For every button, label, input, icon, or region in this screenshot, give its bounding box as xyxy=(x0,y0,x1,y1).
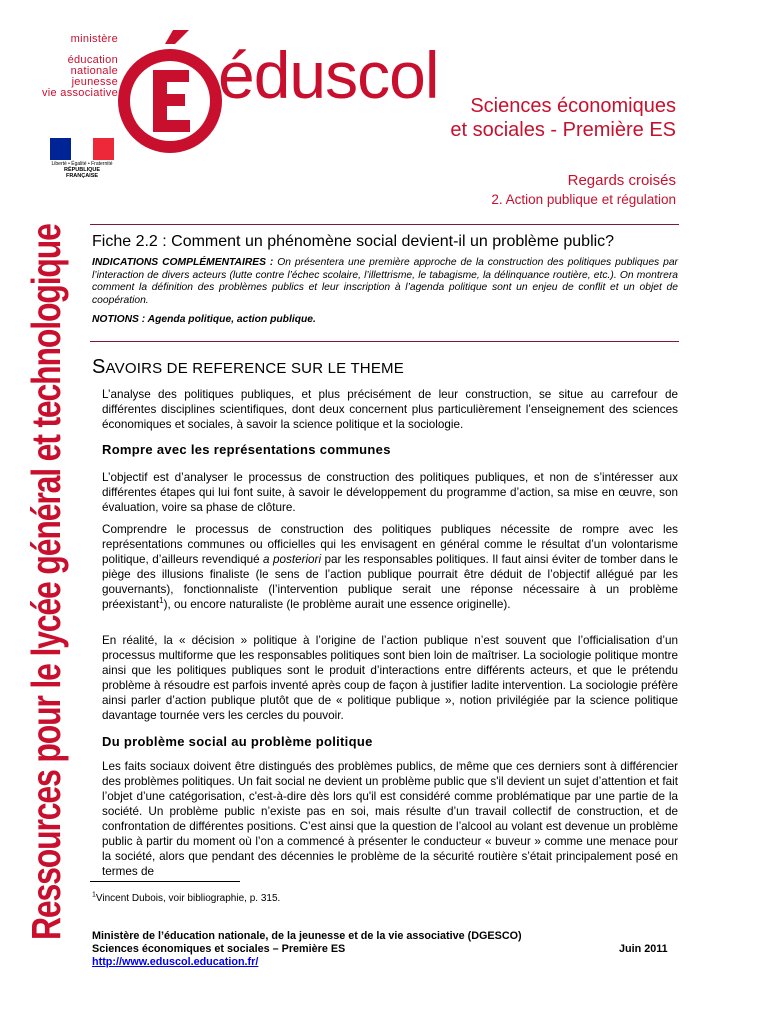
ministry-line: nationale xyxy=(70,65,118,77)
vertical-banner-text: Ressources pour le lycée général et technologique xyxy=(23,224,69,940)
paragraph-text: ), ou encore naturaliste (le problème aurait une essence originelle). xyxy=(163,598,511,611)
flag-motto: Liberté • Égalité • Fraternité xyxy=(51,161,113,167)
footer-ministry: Ministère de l’éducation nationale, de la jeunesse et de la vie associative (DGESCO) xyxy=(92,930,522,942)
ministry-line: éducation xyxy=(67,54,118,66)
footer-date: Juin 2011 xyxy=(619,943,668,955)
paragraph: L’objectif est d’analyser le processus de construction des politiques publiques, et non de s’intéresser aux différentes étapes qui lui font suite, à savoir le développement du programme d’action, sa mise en œuvre, son évaluation, voire sa phase de clôture. xyxy=(102,471,678,514)
paragraph-text: par les responsables politiques. Il faut ainsi éviter de tomber dans le piège des illusions finaliste (le sens de l’action publique pourrait être déduit de l’objectif allégué par les gouvernants), fonctionnaliste (l’intervention publique serait une réponse nécessaire à un problème préexistant xyxy=(102,553,679,611)
theme-subline: 2. Action publique et régulation xyxy=(491,192,676,207)
section-rest: AVOIRS DE REFERENCE SUR LE THEME xyxy=(105,360,404,377)
theme-line: Regards croisés xyxy=(567,172,676,189)
subject-line: et sociales - Première ES xyxy=(450,119,676,141)
eduscol-e-logo-icon xyxy=(115,28,225,163)
footer-subject: Sciences économiques et sociales – Première ES xyxy=(92,943,346,955)
footer-link[interactable]: http://www.eduscol.education.fr/ xyxy=(92,956,259,968)
paragraph: L’analyse des politiques publiques, et plus précisément de leur construction, se situe au carrefour de différentes disciplines scientifiques, dont deux concernent plus particulièrement l’enseignement des sciences économiques et sociales, à savoir la science politique et la sociologie. xyxy=(102,388,678,431)
fiche-title: Fiche 2.2 : Comment un phénomène social devient-il un problème public? xyxy=(92,233,615,250)
paragraph-italic: a posteriori xyxy=(263,553,322,566)
subheading: Du problème social au problème politique xyxy=(102,734,373,749)
footnote-text: Vincent Dubois, voir bibliographie, p. 315. xyxy=(95,893,281,904)
ministry-name xyxy=(20,34,118,99)
section-initial: S xyxy=(92,356,106,378)
vertical-banner xyxy=(20,220,72,940)
subheading: Rompre avec les représentations communes xyxy=(102,442,391,457)
indications xyxy=(92,257,678,307)
footnote-divider xyxy=(90,881,240,882)
subject-line: Sciences économiques xyxy=(470,95,676,117)
divider xyxy=(90,341,679,342)
section-heading xyxy=(92,356,404,380)
french-flag-icon xyxy=(50,138,114,160)
footnote-ref: 1 xyxy=(159,596,164,606)
paragraph xyxy=(102,522,678,612)
theme-heading xyxy=(491,171,676,209)
paragraph: Les faits sociaux doivent être distingués des problèmes publics, de même que ces derniers sont à différencier des problèmes politiques. Un fait social ne devient un problème public que s'il devient un sujet d’attention et fait l’objet d’une catégorisation, c'est-à-dire dès lors qu'il est considéré comme problématique par une partie de la société. Un problème public n’existe pas en soi, mais résulte d’un travail collectif de construction, et de confrontation de différentes positions. C’est ainsi que la question de l’alcool au volant est devenue un problème public à partir du moment où l’on a commencé à présenter le conducteur « buveur » comme une menace pour la société, alors que pendant des décennies le problème de la sécurité routière s’était principalement posé en termes de xyxy=(102,760,678,878)
indications-label: INDICATIONS COMPLÉMENTAIRES : xyxy=(92,257,274,268)
footnote-number: 1 xyxy=(92,891,96,899)
republique-francaise-logo xyxy=(50,138,114,179)
divider xyxy=(90,224,679,225)
indications-text: On présentera une première approche de la construction des politiques publiques par l’interaction de divers acteurs (lutte contre l’échec scolaire, l’illettrisme, le tabagisme, la délinquance routière, etc.). On montrera comment la définition des problèmes publics et leur inscription à l’agenda politique sont un enjeu de conflit et un objet de coopération. xyxy=(92,257,678,306)
notions: NOTIONS : Agenda politique, action publique. xyxy=(92,314,316,325)
eduscol-wordmark: éduscol xyxy=(218,38,439,112)
ministry-line: ministère xyxy=(70,33,118,45)
ministry-line: jeunesse xyxy=(71,76,118,88)
paragraph-text: Comprendre le processus de construction des politiques publiques nécessite de rompre avec les représentations communes ou officielles qui les envisagent en général comme le résultat d’un volontarisme politique, d’ailleurs revendiqué xyxy=(102,523,678,566)
flag-republic: RÉPUBLIQUE FRANÇAISE xyxy=(63,167,101,179)
footnote xyxy=(92,892,280,905)
paragraph: En réalité, la « décision » politique à l’origine de l’action publique n’est souvent que l’officialisation d’un processus multiforme que les responsables politiques sont bien loin de maîtriser. La sociologie politique montre ainsi que les politiques publiques sont le produit d’interactions entre différents acteurs, et que le prétendu problème à résoudre est parfois inventé après coup de façon à justifier ladite intervention. La sociologie préfère ainsi parler d’action publique plutôt que de « politique publique », notion privilégiée par la science politique davantage tournée vers les cercles du pouvoir. xyxy=(102,634,678,722)
subject-title xyxy=(450,94,676,142)
ministry-line: vie associative xyxy=(41,87,118,99)
